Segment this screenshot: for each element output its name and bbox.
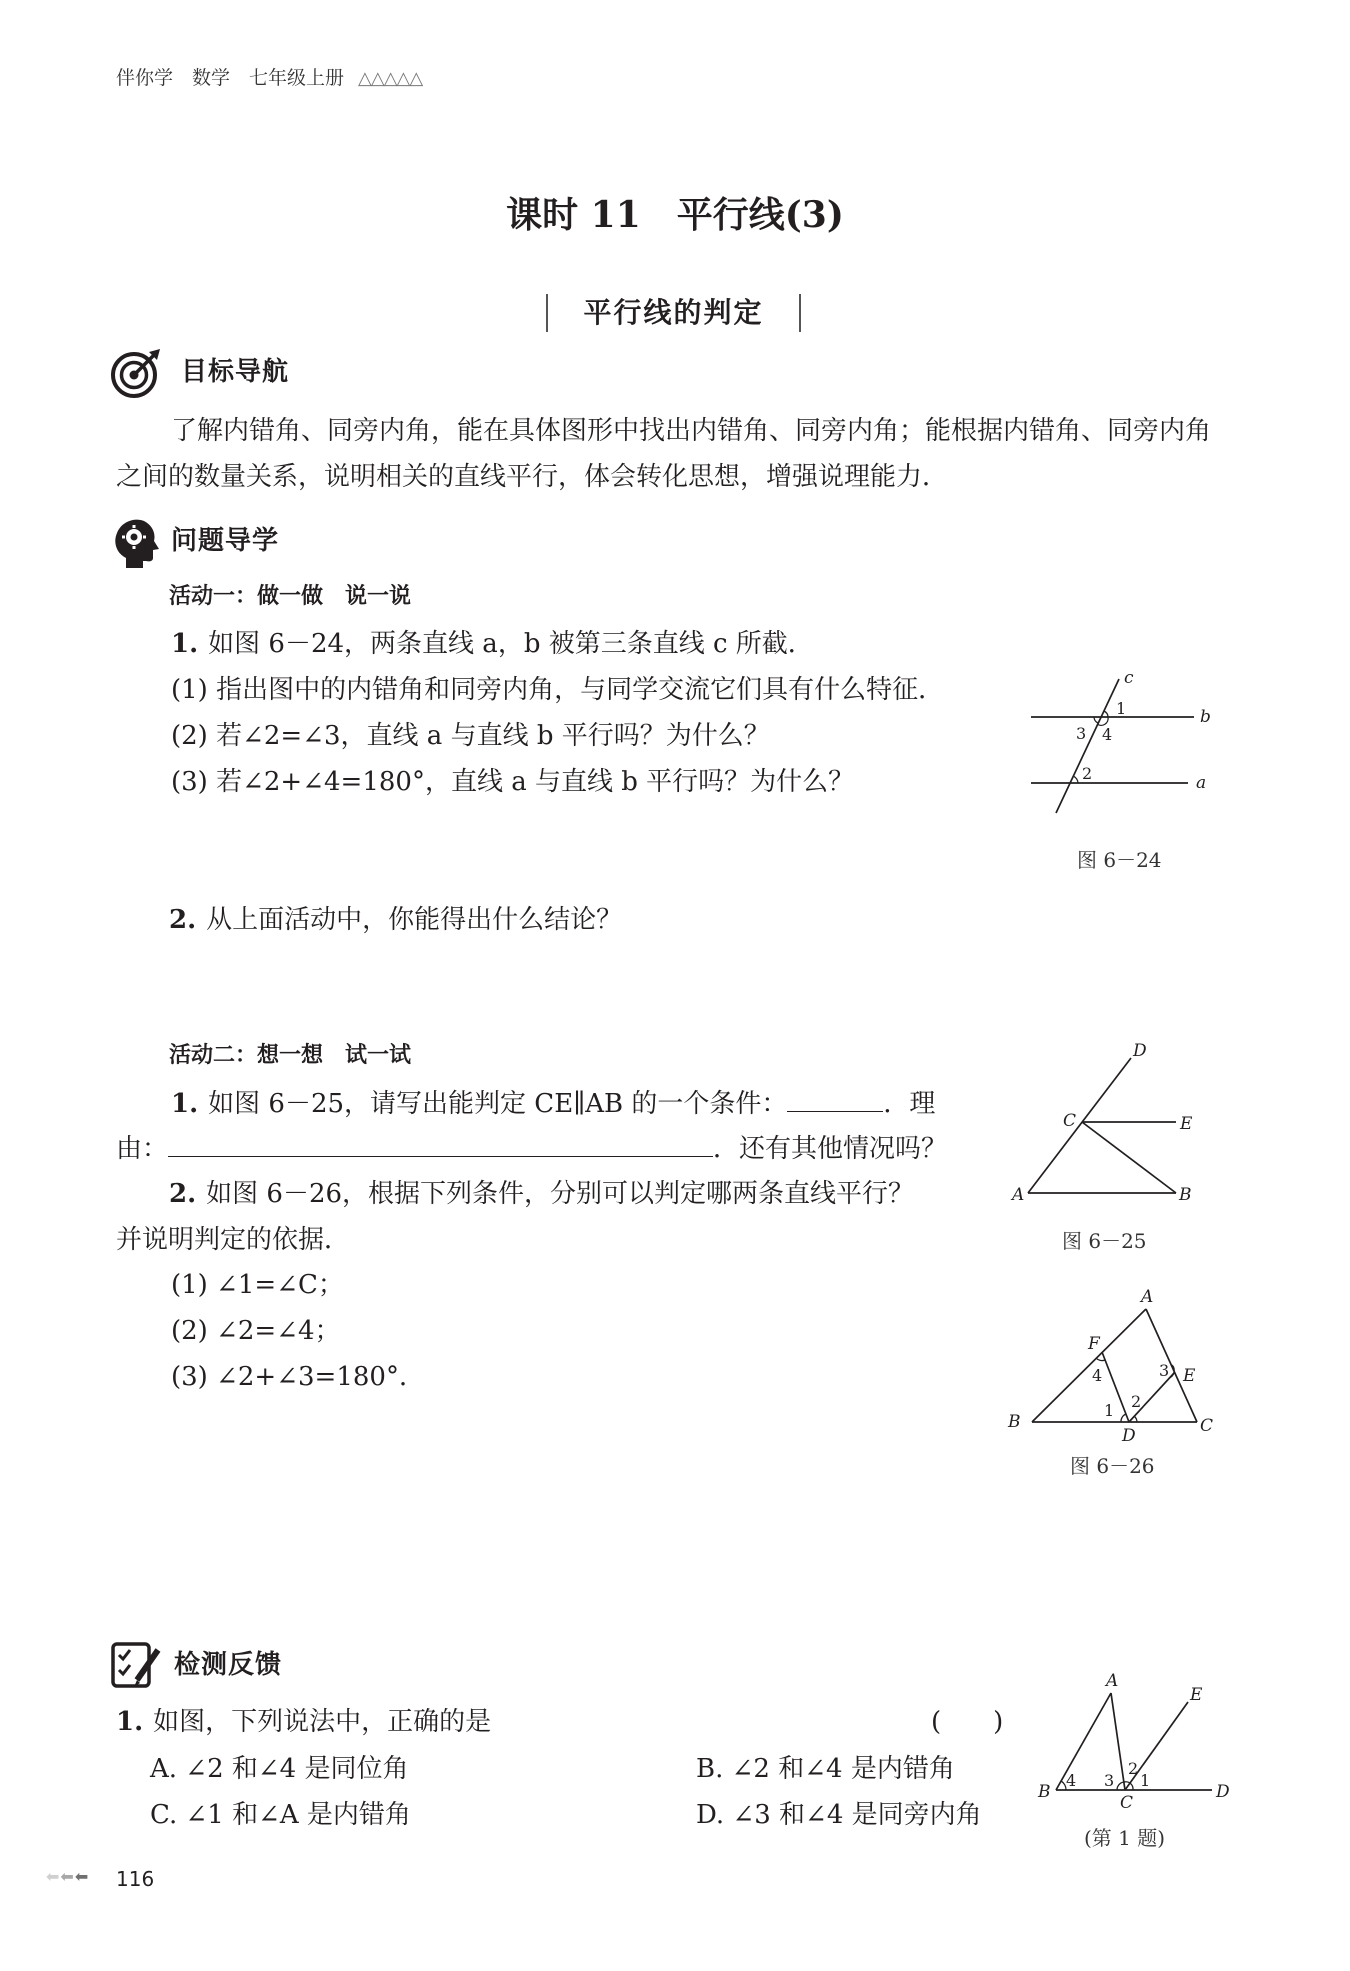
angle-1-arc — [1121, 1414, 1126, 1422]
question-text: 如图 6－26，根据下列条件，分别可以判定哪两条直线平行？ — [206, 1179, 915, 1209]
label-D: D — [1122, 1426, 1136, 1446]
activity2-question-2-line-1 — [169, 1177, 914, 1211]
activity2-question-2-line-2: 并说明判定的依据． — [116, 1225, 351, 1255]
question-number: 1. — [171, 629, 199, 659]
header-triangle-marks: △△△△△ — [358, 68, 423, 89]
line-AB — [1032, 1309, 1146, 1422]
figure-6-25 — [1005, 1040, 1205, 1210]
label-E: E — [1190, 1685, 1203, 1705]
line-c — [1056, 679, 1119, 813]
angle-1-arc — [1104, 711, 1108, 717]
figure-6-26 — [1000, 1285, 1220, 1450]
label-A: A — [1106, 1671, 1119, 1691]
guide-heading: 问题导学 — [171, 526, 280, 556]
label-B: B — [1008, 1412, 1021, 1432]
activity2-question-1-line-2 — [116, 1130, 947, 1166]
feedback-question-1 — [116, 1705, 491, 1739]
question-text: 如图 6－24，两条直线 a，b 被第三条直线 c 所截． — [208, 629, 814, 659]
label-B: B — [1038, 1782, 1051, 1802]
header-text: 伴你学 数学 七年级上册 — [116, 67, 345, 89]
label-a: a — [1196, 773, 1207, 793]
angle-label-2: 2 — [1131, 1392, 1142, 1411]
checklist-pen-icon — [110, 1638, 164, 1692]
activity1-subquestion-1: (1) 指出图中的内错角和同旁内角，与同学交流它们具有什么特征． — [171, 675, 945, 705]
activity1-subquestion-3: (3) 若∠2+∠4=180°，直线 a 与直线 b 平行吗？为什么？ — [171, 767, 855, 797]
label-E: E — [1180, 1114, 1193, 1134]
label-b: b — [1200, 707, 1211, 727]
label-E: E — [1183, 1366, 1196, 1386]
running-header — [116, 64, 422, 93]
angle-label-1: 1 — [1116, 699, 1127, 718]
goal-heading: 目标导航 — [181, 357, 290, 387]
head-gear-icon — [110, 514, 160, 570]
target-icon — [110, 346, 164, 400]
page-number: 116 — [116, 1867, 155, 1891]
lesson-title: 课时 11 平行线(3) — [506, 194, 844, 236]
label-A: A — [1141, 1287, 1154, 1307]
activity1-question-2 — [169, 903, 622, 937]
figure-question-1-caption: (第 1 题) — [1084, 1826, 1166, 1850]
option-a[interactable]: A. ∠2 和∠4 是同位角 — [150, 1754, 409, 1784]
label-A: A — [1012, 1185, 1025, 1205]
angle-label-4: 4 — [1066, 1771, 1077, 1790]
activity1-question-1 — [171, 627, 814, 661]
question-number: 1. — [116, 1707, 144, 1737]
angle-label-3: 3 — [1076, 724, 1087, 743]
activity1-title: 活动一：做一做 说一说 — [169, 584, 412, 609]
figure-6-25-caption: 图 6－25 — [1062, 1229, 1147, 1253]
label-B: B — [1179, 1185, 1192, 1205]
label-C: C — [1200, 1416, 1214, 1436]
angle-label-1: 1 — [1104, 1401, 1115, 1420]
angle-label-2: 2 — [1082, 764, 1093, 783]
line-CB — [1082, 1122, 1176, 1193]
angle-3-arc — [1094, 717, 1098, 723]
question-number: 1. — [171, 1089, 199, 1119]
option-b[interactable]: B. ∠2 和∠4 是内错角 — [696, 1754, 955, 1784]
question-text: 如图，下列说法中，正确的是 — [153, 1707, 492, 1737]
angle-label-2: 2 — [1128, 1759, 1139, 1778]
question-number: 2. — [169, 905, 197, 935]
line-AB — [1056, 1693, 1111, 1790]
question-text-after-blank: ．理 — [883, 1089, 936, 1119]
option-c[interactable]: C. ∠1 和∠A 是内错角 — [150, 1800, 411, 1830]
angle-label-1: 1 — [1140, 1771, 1151, 1790]
label-C: C — [1120, 1793, 1134, 1813]
question-text-end: ．还有其他情况吗？ — [713, 1134, 948, 1164]
activity2-title: 活动二：想一想 试一试 — [169, 1043, 412, 1068]
figure-6-26-caption: 图 6－26 — [1070, 1454, 1155, 1478]
label-c: c — [1124, 668, 1134, 688]
figure-6-24-caption: 图 6－24 — [1077, 848, 1162, 872]
question-number: 2. — [169, 1179, 197, 1209]
answer-blank-long[interactable] — [168, 1130, 713, 1157]
option-d[interactable]: D. ∠3 和∠4 是同旁内角 — [696, 1800, 982, 1830]
goal-text-line-2: 之间的数量关系，说明相关的直线平行，体会转化思想，增强说理能力． — [116, 462, 949, 492]
activity1-subquestion-2: (2) 若∠2=∠3，直线 a 与直线 b 平行吗？为什么？ — [171, 721, 770, 751]
line-DA — [1028, 1058, 1131, 1193]
reason-label: 由： — [116, 1134, 169, 1164]
angle-2-arc — [1124, 1782, 1130, 1783]
angle-label-4: 4 — [1092, 1366, 1103, 1385]
label-C: C — [1063, 1111, 1077, 1131]
activity2-subquestion-2: (2) ∠2=∠4； — [171, 1316, 341, 1346]
angle-1-arc — [1130, 1783, 1133, 1790]
figure-question-1 — [1030, 1670, 1240, 1815]
activity2-subquestion-1: (1) ∠1=∠C； — [171, 1270, 344, 1300]
angle-label-4: 4 — [1102, 725, 1113, 744]
feedback-heading: 检测反馈 — [174, 1650, 283, 1680]
figure-6-24 — [1020, 668, 1220, 828]
lesson-subtitle: 平行线的判定 — [546, 294, 801, 332]
label-D: D — [1216, 1782, 1230, 1802]
label-F: F — [1088, 1334, 1100, 1354]
angle-label-3: 3 — [1159, 1361, 1170, 1380]
label-D: D — [1133, 1041, 1147, 1061]
angle-2-arc — [1134, 1416, 1137, 1422]
question-text: 从上面活动中，你能得出什么结论？ — [206, 905, 623, 935]
answer-blank-short[interactable] — [787, 1085, 883, 1112]
activity2-subquestion-3: (3) ∠2+∠3=180°． — [171, 1362, 425, 1392]
goal-text-line-1: 了解内错角、同旁内角，能在具体图形中找出内错角、同旁内角；能根据内错角、同旁内角 — [171, 416, 1212, 446]
answer-bracket[interactable]: ( ) — [931, 1707, 1004, 1737]
angle-3-arc — [1117, 1782, 1124, 1790]
angle-2-arc — [1073, 776, 1078, 783]
left-arrows-icon: ⬅⬅⬅ — [46, 1867, 89, 1886]
question-text: 如图 6－25，请写出能判定 CE∥AB 的一个条件： — [208, 1089, 788, 1119]
angle-label-3: 3 — [1104, 1771, 1115, 1790]
activity2-question-1-line-1 — [171, 1085, 935, 1121]
